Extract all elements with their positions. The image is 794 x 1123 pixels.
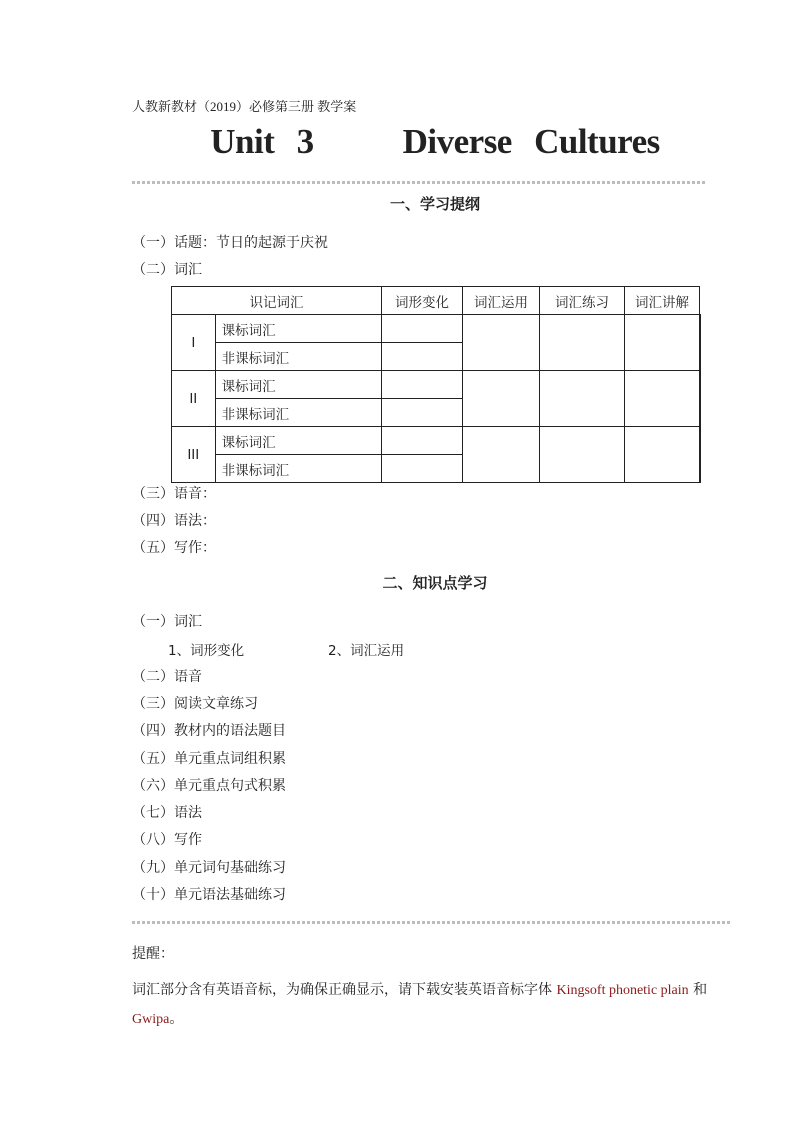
list-item: （八）写作 xyxy=(132,832,202,848)
table-cell xyxy=(625,427,700,483)
pronunciation-line: （三）语音： xyxy=(132,486,216,502)
font-name-kingsoft: Kingsoft phonetic plain xyxy=(556,983,689,998)
table-header: 词汇练习 xyxy=(540,287,625,315)
table-cell xyxy=(382,343,463,371)
section1-title: 一、学习提纲 xyxy=(389,195,480,213)
vocab-heading: （二）词汇 xyxy=(132,262,202,278)
table-cell xyxy=(625,371,700,427)
row-label: 课标词汇 xyxy=(215,427,381,455)
table-cell xyxy=(540,371,625,427)
table-cell xyxy=(463,315,540,371)
table-header: 词汇讲解 xyxy=(625,287,700,315)
list-item: （五）单元重点词组积累 xyxy=(132,751,286,767)
table-cell xyxy=(382,455,463,483)
table-cell xyxy=(625,315,700,371)
topic-line: （一）话题：节日的起源于庆祝 xyxy=(132,235,328,251)
table-cell xyxy=(463,427,540,483)
list-item: （四）教材内的语法题目 xyxy=(132,723,286,739)
table-header: 识记词汇 xyxy=(172,287,382,315)
row-label: 课标词汇 xyxy=(215,315,381,343)
list-item: （一）词汇 xyxy=(132,614,202,630)
row-label: 非课标词汇 xyxy=(215,455,381,483)
table-cell xyxy=(463,371,540,427)
font-name-gwipa: Gwipa xyxy=(132,1012,170,1027)
reminder-text-before: 词汇部分含有英语音标，为确保正确显示，请下载安装英语音标字体 xyxy=(132,982,557,998)
document-header-note: 人教新教材（2019）必修第三册 教学案 xyxy=(132,99,357,114)
sub-item-word-forms: 1、词形变化 xyxy=(168,643,245,659)
grammar-line: （四）语法： xyxy=(132,513,216,529)
bottom-divider xyxy=(132,921,732,924)
row-label: 课标词汇 xyxy=(215,371,381,399)
group-label: I xyxy=(172,315,216,371)
list-item: （十）单元语法基础练习 xyxy=(132,887,286,903)
table-header: 词形变化 xyxy=(382,287,463,315)
table-cell xyxy=(540,315,625,371)
table-cell xyxy=(382,427,463,455)
table-cell xyxy=(700,427,701,483)
list-item: （六）单元重点句式积累 xyxy=(132,778,286,794)
sub-item-word-usage: 2、词汇运用 xyxy=(328,643,405,659)
reminder-text xyxy=(132,976,742,1034)
table-cell xyxy=(382,399,463,427)
table-cell xyxy=(382,315,463,343)
table-cell xyxy=(540,427,625,483)
table-cell xyxy=(700,371,701,427)
reminder-end: 。 xyxy=(169,1011,184,1027)
vocab-table xyxy=(171,286,701,483)
row-label: 非课标词汇 xyxy=(215,399,381,427)
table-header: 词汇运用 xyxy=(463,287,540,315)
table-cell xyxy=(700,315,701,371)
writing-line: （五）写作： xyxy=(132,540,216,556)
table-cell xyxy=(382,371,463,399)
reminder-and: 和 xyxy=(688,982,708,998)
group-label: III xyxy=(172,427,216,483)
table-header-row xyxy=(172,287,701,315)
unit-title: Unit 3 Diverse Cultures xyxy=(210,122,660,161)
table-row xyxy=(172,315,701,343)
list-item: （九）单元词句基础练习 xyxy=(132,860,286,876)
row-label: 非课标词汇 xyxy=(215,343,381,371)
table-row xyxy=(172,371,701,399)
list-item: （二）语音 xyxy=(132,669,202,685)
reminder-label: 提醒： xyxy=(132,946,174,962)
list-item: （三）阅读文章练习 xyxy=(132,696,258,712)
table-row xyxy=(172,427,701,455)
section2-title: 二、知识点学习 xyxy=(382,574,488,592)
top-divider xyxy=(132,181,706,184)
group-label: II xyxy=(172,371,216,427)
list-item: （七）语法 xyxy=(132,805,202,821)
